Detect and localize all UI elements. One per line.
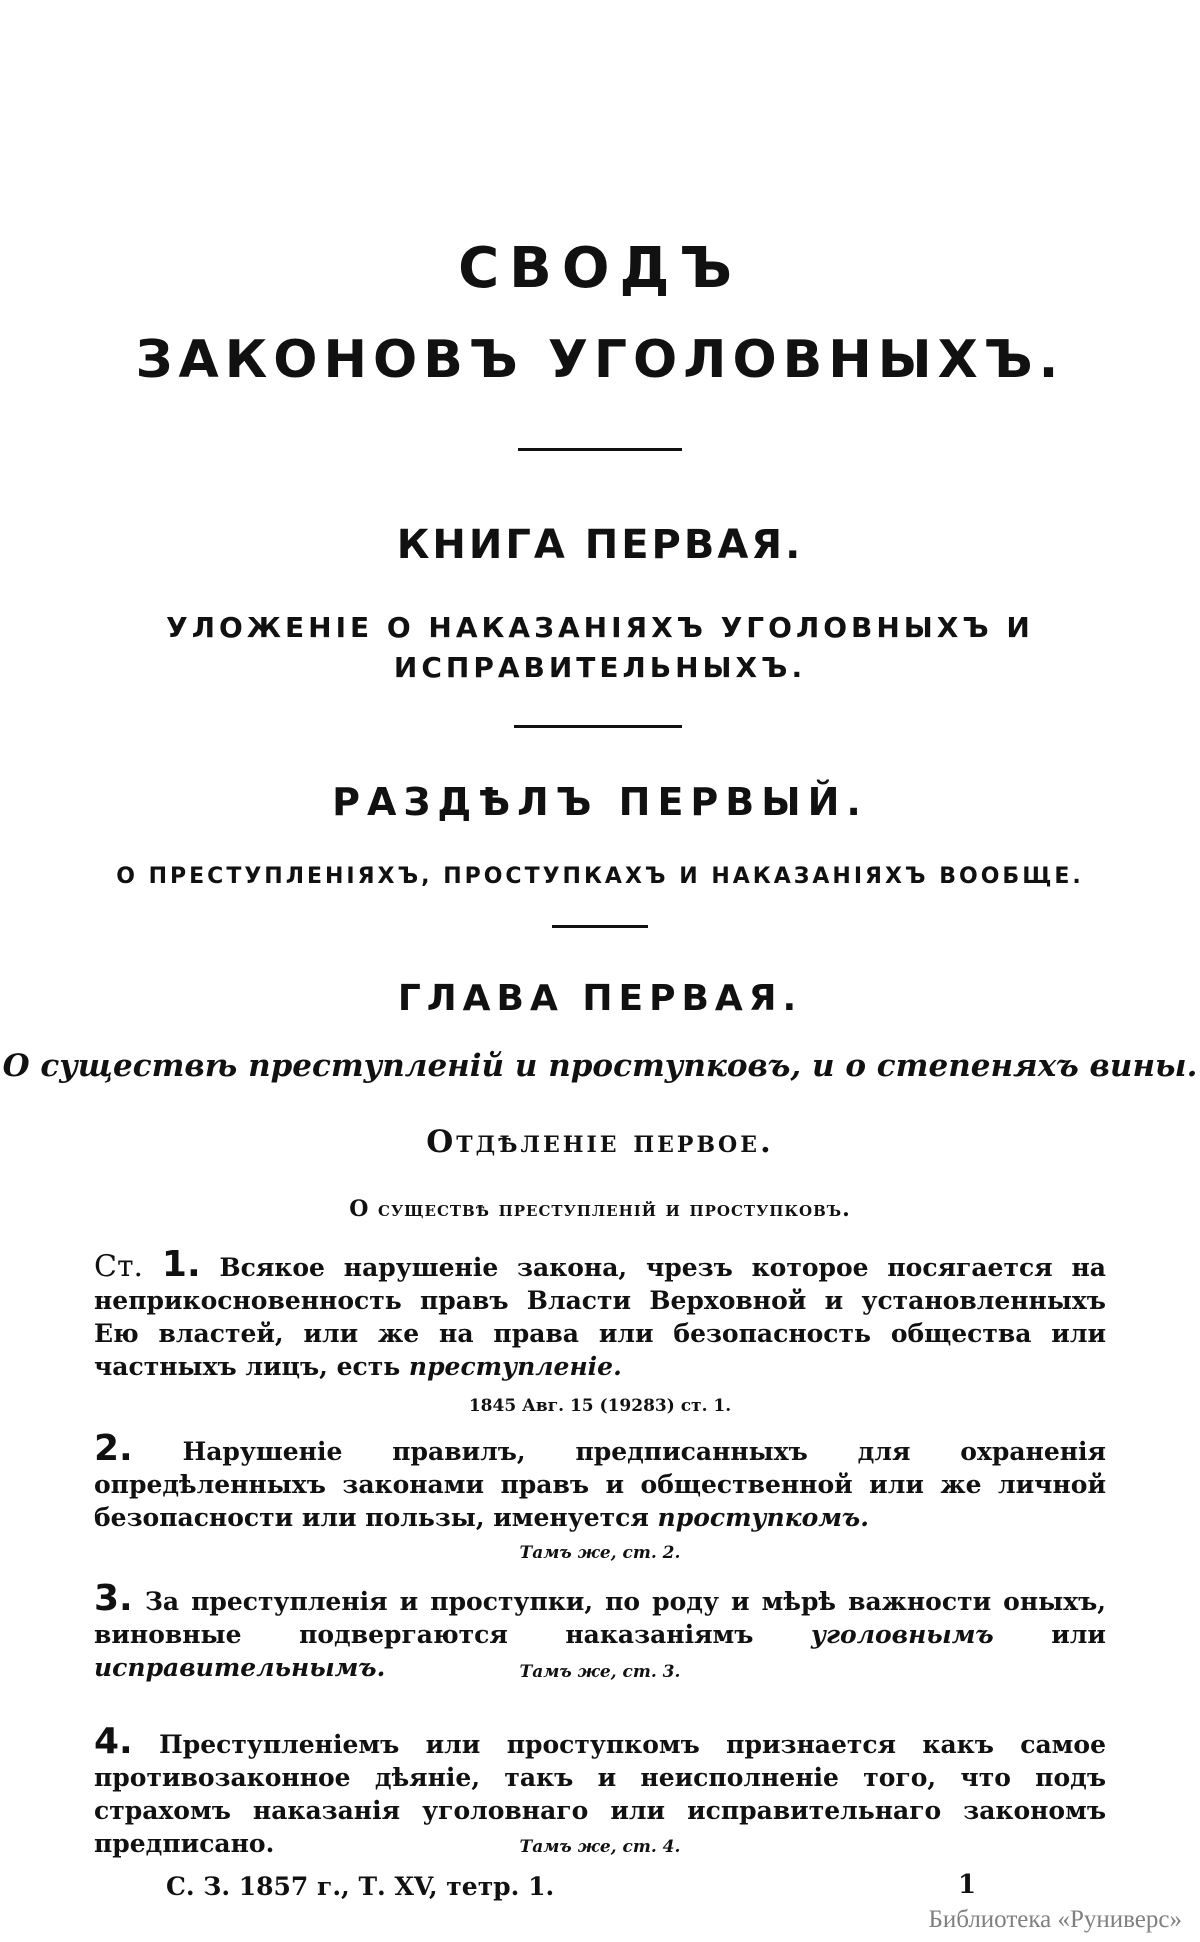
article-4-source: Тамъ же, ст. 4. (519, 1837, 681, 1857)
title-line-2: ЗАКОНОВЪ УГОЛОВНЫХЪ. (135, 330, 1065, 390)
divider-rule (518, 448, 682, 451)
book-heading: КНИГА ПЕРВАЯ. (396, 522, 804, 568)
article-number: 4. (94, 1721, 133, 1762)
footer-signature: С. З. 1857 г., Т. XV, тетр. 1. (166, 1872, 555, 1901)
article-1 (94, 1244, 1106, 1383)
article-number: 2. (94, 1428, 133, 1469)
section-subtitle: О ПРЕСТУПЛЕНІЯХЪ, ПРОСТУПКАХЪ И НАКАЗАНІЯХЪ ВООБЩЕ. (116, 864, 1084, 889)
article-1-source: 1845 Авг. 15 (19283) ст. 1. (468, 1396, 732, 1416)
library-watermark: Библиотека «Руниверс» (928, 1906, 1182, 1933)
article-text: Всякое нарушеніе закона, чрезъ которое посягается на неприкосновенность правъ Власти Верховной и установленныхъ Ею властей, или же на права или безопасность общества или частныхъ лицъ, есть (94, 1253, 1106, 1381)
chapter-heading: ГЛАВА ПЕРВАЯ. (397, 978, 803, 1019)
chapter-subtitle: О существѣ преступленій и проступковъ, и о степеняхъ вины. (2, 1048, 1198, 1084)
divider-rule (514, 725, 682, 728)
book-subtitle-line-2: ИСПРАВИТЕЛЬНЫХЪ. (393, 651, 807, 684)
article-emphasis: уголовнымъ (811, 1620, 994, 1649)
article-emphasis-2: исправительнымъ. (94, 1653, 386, 1682)
article-text: Нарушеніе правилъ, предписанныхъ для охраненія опредѣленныхъ законами правъ и общественной или же личной безопасности или пользы, именуется (94, 1437, 1106, 1532)
division-heading: Отдѣленіе первое. (426, 1124, 774, 1160)
section-heading: РАЗДѢЛЪ ПЕРВЫЙ. (332, 780, 868, 824)
article-emphasis: проступкомъ. (657, 1503, 869, 1532)
article-number: 3. (94, 1578, 133, 1619)
book-subtitle (0, 608, 1200, 688)
article-emphasis: преступленіе. (408, 1352, 622, 1381)
article-2 (94, 1428, 1106, 1534)
book-subtitle-line-1: УЛОЖЕНІЕ О НАКАЗАНІЯХЪ УГОЛОВНЫХЪ И (166, 611, 1034, 644)
title-line-1: СВОДЪ (458, 236, 742, 301)
article-text: Преступленіемъ или проступкомъ признается какъ самое противозаконное дѣяніе, такъ и неисполненіе того, что подъ страхомъ наказанія уголовнаго или исправительнаго закономъ предписано. (94, 1730, 1106, 1858)
article-3-source: Тамъ же, ст. 3. (519, 1662, 681, 1682)
page-number: 1 (958, 1870, 977, 1900)
article-joiner: или (1051, 1620, 1106, 1649)
divider-rule (552, 925, 648, 928)
article-label: Ст. (94, 1249, 144, 1284)
article-2-source: Тамъ же, ст. 2. (519, 1543, 681, 1563)
article-text: За преступленія и проступки, по роду и мѣрѣ важности оныхъ, виновные подвергаются наказаніямъ (94, 1587, 1106, 1649)
division-subtitle: О существѣ преступленій и проступковъ. (349, 1196, 851, 1222)
article-number: 1. (161, 1244, 201, 1285)
